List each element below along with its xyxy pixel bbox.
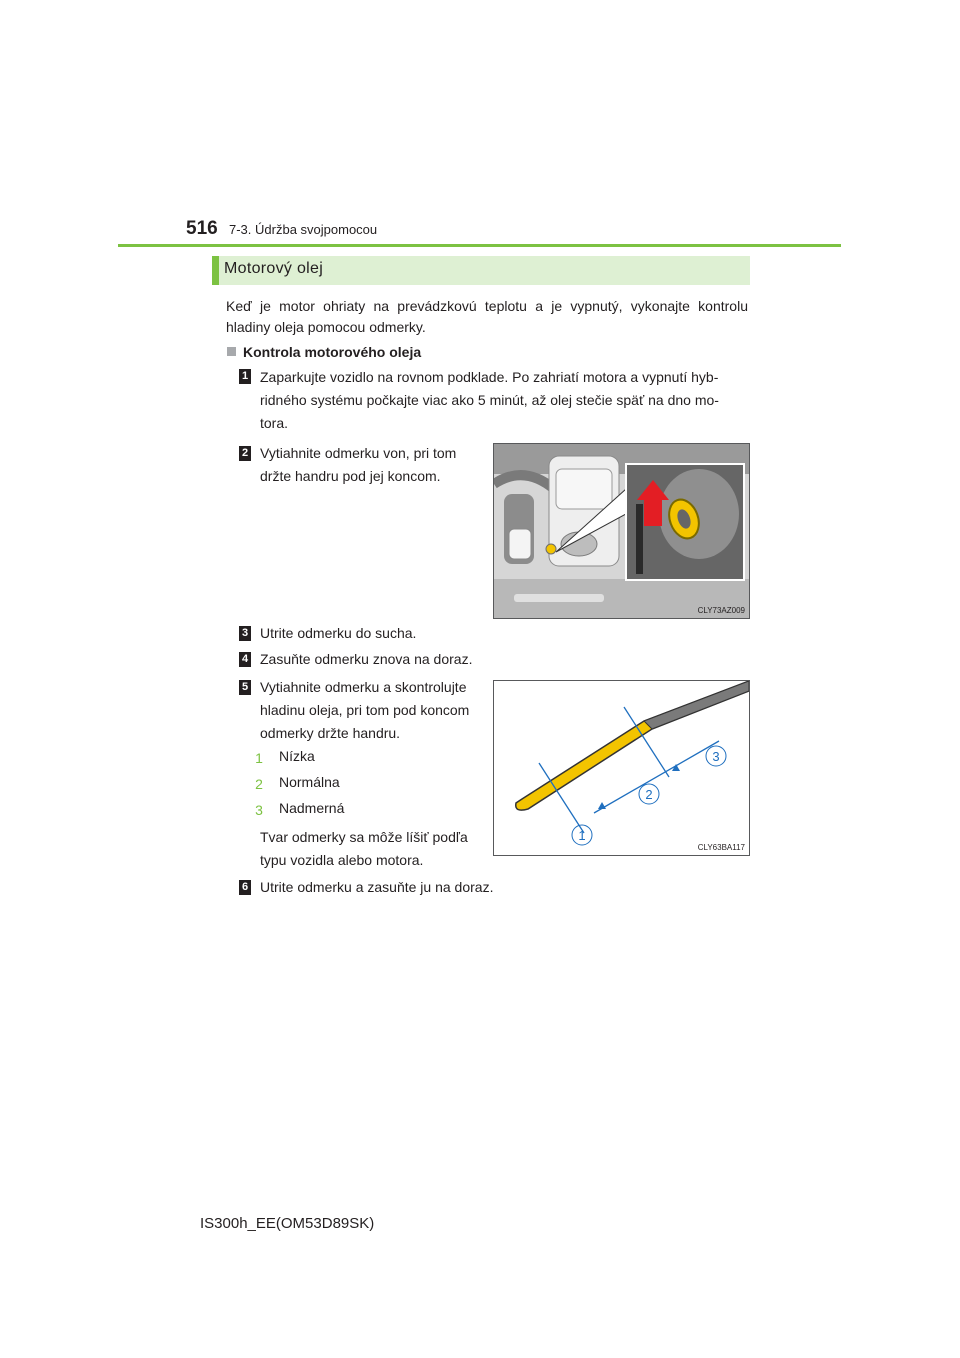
step-6-line: Utrite odmerku a zasuňte ju na doraz.	[260, 879, 494, 895]
figure-code: CLY73AZ009	[697, 606, 745, 615]
level-number: 1	[255, 750, 263, 766]
callout-2: 2	[645, 787, 653, 802]
step-1-line: Zaparkujte vozidlo na rovnom podklade. Po zahriatí motora a vypnutí hyb-	[260, 369, 719, 385]
level-number: 3	[255, 802, 263, 818]
step-4-line: Zasuňte odmerku znova na doraz.	[260, 651, 473, 667]
step-number: 5	[239, 680, 251, 695]
callout-3: 3	[712, 749, 720, 764]
heading-accent	[212, 256, 219, 285]
step-5-line: odmerky držte handru.	[260, 725, 401, 741]
note-line: Tvar odmerky sa môže líšiť podľa	[260, 829, 468, 845]
intro-paragraph: Keď je motor ohriaty na prevádzkovú teplotu a je vypnutý, vykonajte kontrolu hladiny oleja pomocou odmerky.	[226, 298, 748, 335]
square-bullet-icon	[227, 347, 236, 356]
engine-bay-figure	[493, 443, 750, 619]
page-number: 516	[186, 218, 218, 239]
step-number: 1	[239, 369, 251, 384]
step-3-line: Utrite odmerku do sucha.	[260, 625, 417, 641]
level-label: Normálna	[279, 774, 340, 790]
step-1-line: ridného systému počkajte viac ako 5 minút, až olej stečie späť na dno mo-	[260, 392, 719, 408]
step-5-line: hladinu oleja, pri tom pod koncom	[260, 702, 470, 718]
heading-title: Motorový olej	[224, 260, 324, 277]
level-label: Nízka	[279, 748, 315, 764]
callout-1: 1	[578, 828, 586, 843]
level-label: Nadmerná	[279, 800, 345, 816]
engine-bay-illustration	[494, 444, 749, 618]
step-number: 6	[239, 880, 251, 895]
level-number: 2	[255, 776, 263, 792]
step-2-line: Vytiahnite odmerku von, pri tom	[260, 445, 457, 461]
footer-model-code: IS300h_EE(OM53D89SK)	[200, 1215, 375, 1232]
step-5-line: Vytiahnite odmerku a skontrolujte	[260, 679, 467, 695]
subheading: Kontrola motorového oleja	[243, 344, 422, 360]
dipstick-illustration	[494, 681, 749, 855]
section-title: 7-3. Údržba svojpomocou	[229, 222, 378, 237]
step-number: 2	[239, 446, 251, 461]
step-1-line: tora.	[260, 415, 289, 431]
step-number: 4	[239, 652, 251, 667]
header-rule	[118, 244, 841, 247]
step-2-line: držte handru pod jej koncom.	[260, 468, 441, 484]
figure-code: CLY63BA117	[697, 843, 745, 852]
note-line: typu vozidla alebo motora.	[260, 852, 424, 868]
step-number: 3	[239, 626, 251, 641]
dipstick-figure	[493, 680, 750, 856]
